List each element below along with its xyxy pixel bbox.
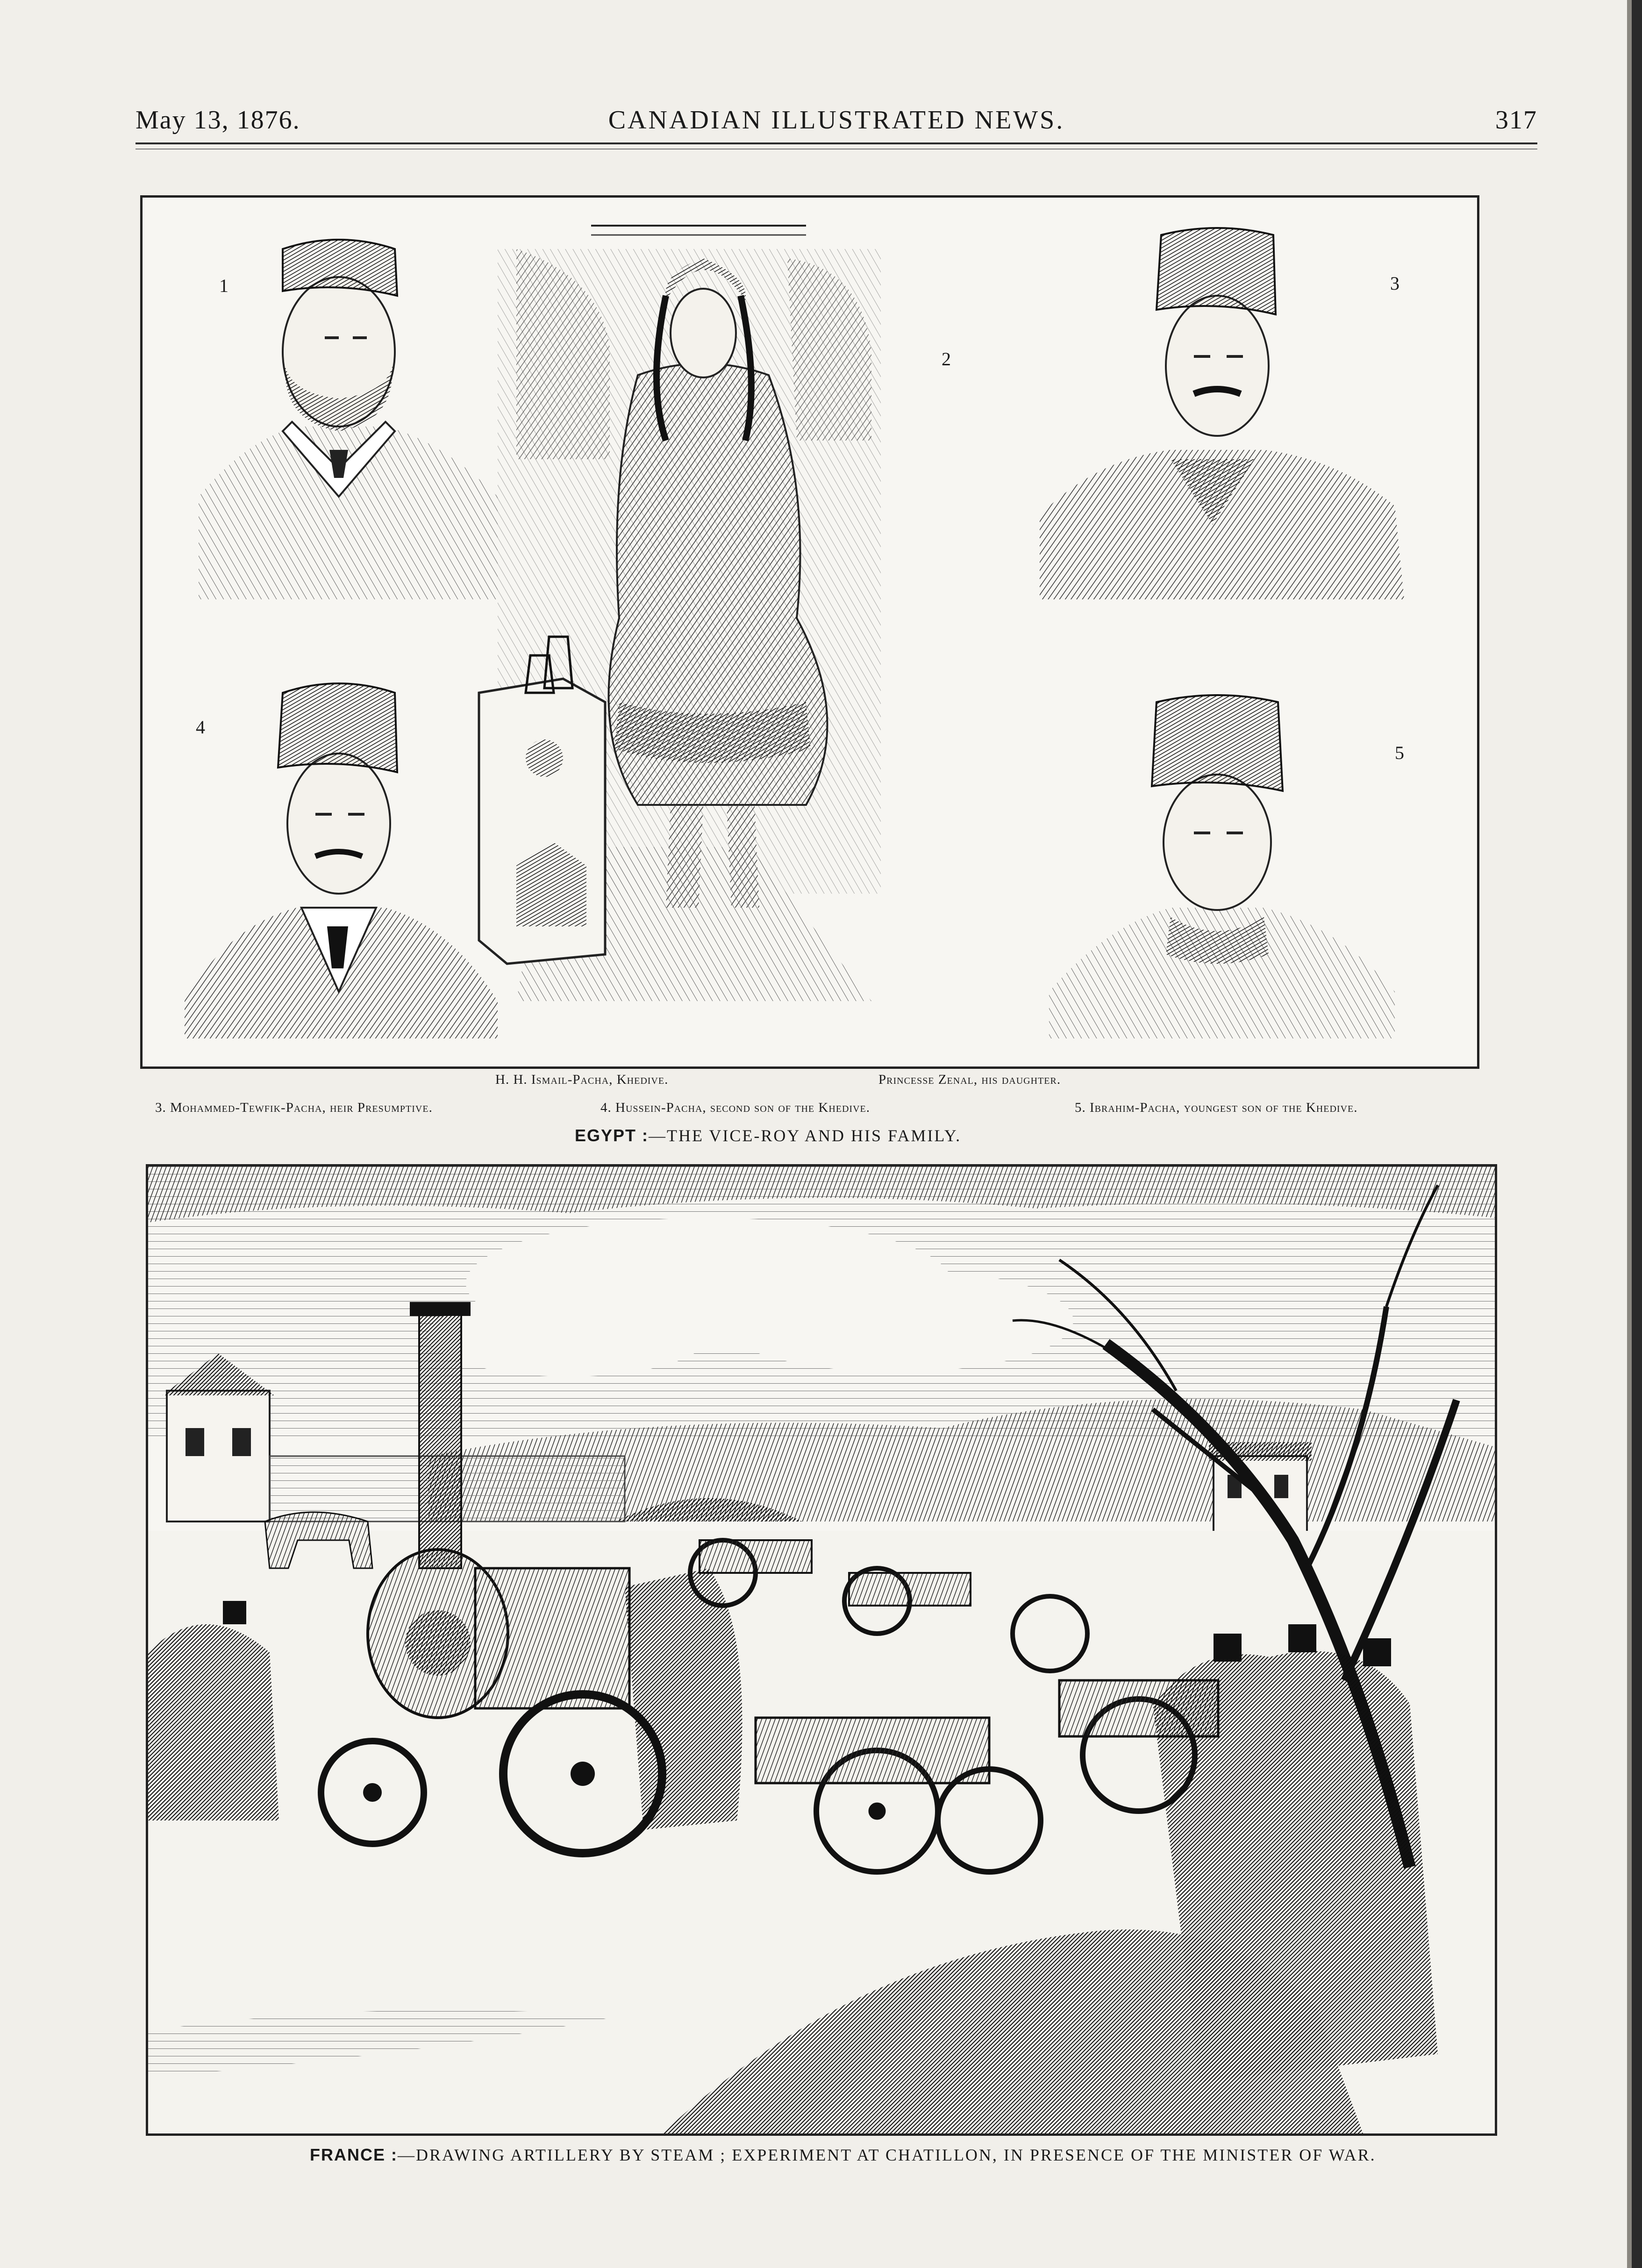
egypt-title [575,1126,961,1145]
egypt-title-bold: EGYPT : [575,1126,649,1145]
caption-princesse-zenal: Princesse Zenal, his daughter. [878,1072,1061,1087]
portrait-princesse-zenal [479,226,881,1001]
header-rule [136,142,1537,144]
caption-hussein-pacha: 4. Hussein-Pacha, second son of the Khedive. [600,1100,870,1115]
portrait-ibrahim-pacha [1049,695,1395,1038]
france-engraving [148,1166,1495,2133]
sky [148,1166,1495,1437]
portrait-number-5: 5 [1395,742,1404,763]
page-edge [1632,0,1642,2268]
caption-ismail-pacha: H. H. Ismail-Pacha, Khedive. [495,1072,669,1087]
egypt-illustration [140,195,1479,1069]
france-title [310,2145,1376,2165]
france-illustration [146,1164,1497,2136]
portrait-number-2: 2 [942,348,951,370]
egypt-title-rest: —THE VICE-ROY AND HIS FAMILY. [649,1126,962,1145]
portrait-number-1: 1 [219,275,228,296]
portrait-hussein-pacha [185,683,498,1038]
caption-ibrahim-pacha: 5. Ibrahim-Pacha, youngest son of the Khedive. [1075,1100,1358,1115]
egypt-engraving [143,198,1477,1066]
paper-title: CANADIAN ILLUSTRATED NEWS. [608,106,1065,135]
france-title-bold: FRANCE : [310,2145,398,2164]
caption-mohammed-tewfik-pacha: 3. Mohammed-Tewfik-Pacha, heir Presumptive. [155,1100,433,1115]
portrait-number-4: 4 [196,717,205,738]
portrait-mohammed-tewfik-pacha [1040,228,1404,599]
page-edge-shadow [1627,0,1632,2268]
page-number: 317 [1495,106,1537,135]
issue-date: May 13, 1876. [136,106,300,135]
portrait-ismail-pacha [199,240,498,599]
france-title-rest: —DRAWING ARTILLERY BY STEAM ; EXPERIMENT AT CHATILLON, IN PRESENCE OF THE MINISTER OF WAR. [397,2146,1376,2164]
portrait-number-3: 3 [1390,273,1399,294]
masthead [136,105,1537,138]
